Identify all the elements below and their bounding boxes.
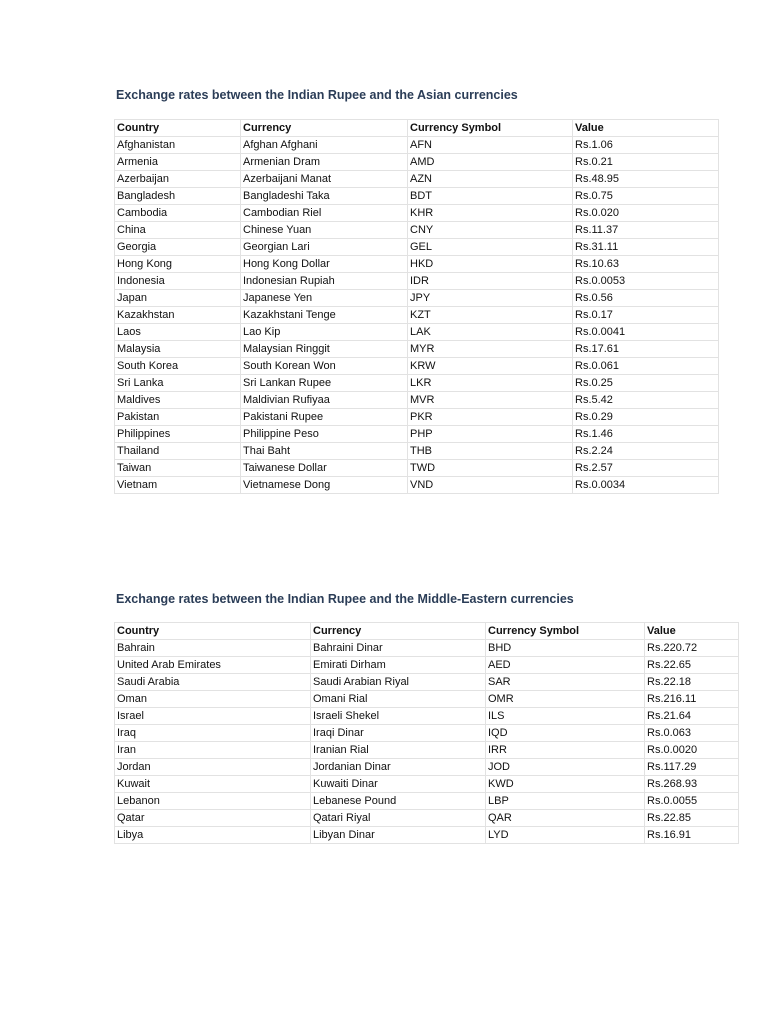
cell-value: Rs.0.29 — [573, 409, 719, 426]
cell-value: Rs.16.91 — [645, 827, 739, 844]
cell-value: Rs.0.0055 — [645, 793, 739, 810]
cell-country: Laos — [115, 324, 241, 341]
column-header-country: Country — [115, 623, 311, 640]
cell-currency-symbol: GEL — [408, 239, 573, 256]
cell-currency: Jordanian Dinar — [311, 759, 486, 776]
cell-value: Rs.0.21 — [573, 154, 719, 171]
cell-value: Rs.11.37 — [573, 222, 719, 239]
cell-currency: Bahraini Dinar — [311, 640, 486, 657]
middle-eastern-rates-table — [114, 622, 739, 844]
cell-currency: Saudi Arabian Riyal — [311, 674, 486, 691]
cell-currency-symbol: BHD — [486, 640, 645, 657]
table-row — [115, 341, 719, 358]
table-row — [115, 657, 739, 674]
cell-currency-symbol: LBP — [486, 793, 645, 810]
cell-country: Kuwait — [115, 776, 311, 793]
cell-value: Rs.17.61 — [573, 341, 719, 358]
cell-country: Maldives — [115, 392, 241, 409]
cell-country: Bangladesh — [115, 188, 241, 205]
cell-currency-symbol: THB — [408, 443, 573, 460]
cell-value: Rs.0.0020 — [645, 742, 739, 759]
cell-country: Saudi Arabia — [115, 674, 311, 691]
cell-value: Rs.5.42 — [573, 392, 719, 409]
cell-currency-symbol: AZN — [408, 171, 573, 188]
cell-country: Thailand — [115, 443, 241, 460]
table-row — [115, 154, 719, 171]
cell-currency-symbol: KZT — [408, 307, 573, 324]
asian-section-title: Exchange rates between the Indian Rupee and the Asian currencies — [116, 88, 518, 102]
table-row — [115, 256, 719, 273]
cell-country: Jordan — [115, 759, 311, 776]
cell-currency-symbol: AED — [486, 657, 645, 674]
cell-country: Lebanon — [115, 793, 311, 810]
cell-value: Rs.0.063 — [645, 725, 739, 742]
cell-currency: Indonesian Rupiah — [241, 273, 408, 290]
cell-currency: Omani Rial — [311, 691, 486, 708]
cell-currency: Sri Lankan Rupee — [241, 375, 408, 392]
cell-country: Malaysia — [115, 341, 241, 358]
cell-currency: Afghan Afghani — [241, 137, 408, 154]
table-row — [115, 640, 739, 657]
table-row — [115, 691, 739, 708]
cell-currency-symbol: VND — [408, 477, 573, 494]
cell-value: Rs.220.72 — [645, 640, 739, 657]
cell-currency: Malaysian Ringgit — [241, 341, 408, 358]
cell-currency: Cambodian Riel — [241, 205, 408, 222]
cell-value: Rs.0.17 — [573, 307, 719, 324]
cell-value: Rs.0.25 — [573, 375, 719, 392]
cell-currency-symbol: BDT — [408, 188, 573, 205]
cell-currency: Libyan Dinar — [311, 827, 486, 844]
column-header-country: Country — [115, 120, 241, 137]
table-row — [115, 674, 739, 691]
cell-country: Oman — [115, 691, 311, 708]
cell-currency: Bangladeshi Taka — [241, 188, 408, 205]
table-row — [115, 443, 719, 460]
cell-country: China — [115, 222, 241, 239]
cell-country: Israel — [115, 708, 311, 725]
column-header-currency: Currency — [241, 120, 408, 137]
cell-currency-symbol: AMD — [408, 154, 573, 171]
cell-currency-symbol: SAR — [486, 674, 645, 691]
cell-value: Rs.22.85 — [645, 810, 739, 827]
table-header-row — [115, 120, 719, 137]
cell-currency: Taiwanese Dollar — [241, 460, 408, 477]
cell-currency-symbol: ILS — [486, 708, 645, 725]
cell-currency: Chinese Yuan — [241, 222, 408, 239]
cell-currency-symbol: IDR — [408, 273, 573, 290]
cell-currency-symbol: LYD — [486, 827, 645, 844]
cell-currency-symbol: TWD — [408, 460, 573, 477]
cell-country: Bahrain — [115, 640, 311, 657]
table-row — [115, 171, 719, 188]
cell-currency-symbol: MVR — [408, 392, 573, 409]
cell-value: Rs.117.29 — [645, 759, 739, 776]
cell-country: Azerbaijan — [115, 171, 241, 188]
cell-currency: Israeli Shekel — [311, 708, 486, 725]
cell-country: Libya — [115, 827, 311, 844]
cell-value: Rs.1.46 — [573, 426, 719, 443]
table-row — [115, 708, 739, 725]
cell-country: United Arab Emirates — [115, 657, 311, 674]
cell-currency-symbol: IQD — [486, 725, 645, 742]
cell-currency-symbol: CNY — [408, 222, 573, 239]
table-row — [115, 426, 719, 443]
cell-currency-symbol: HKD — [408, 256, 573, 273]
column-header-value: Value — [645, 623, 739, 640]
table-row — [115, 290, 719, 307]
cell-currency-symbol: MYR — [408, 341, 573, 358]
table-row — [115, 725, 739, 742]
table-row — [115, 742, 739, 759]
table-row — [115, 793, 739, 810]
cell-value: Rs.48.95 — [573, 171, 719, 188]
cell-currency: Armenian Dram — [241, 154, 408, 171]
cell-currency-symbol: PHP — [408, 426, 573, 443]
cell-currency: Kazakhstani Tenge — [241, 307, 408, 324]
column-header-value: Value — [573, 120, 719, 137]
cell-country: Qatar — [115, 810, 311, 827]
table-row — [115, 358, 719, 375]
cell-country: Vietnam — [115, 477, 241, 494]
table-row — [115, 239, 719, 256]
table-row — [115, 409, 719, 426]
asian-rates-table — [114, 119, 719, 494]
cell-currency-symbol: JOD — [486, 759, 645, 776]
cell-country: Cambodia — [115, 205, 241, 222]
cell-currency-symbol: OMR — [486, 691, 645, 708]
cell-value: Rs.0.75 — [573, 188, 719, 205]
cell-currency: Hong Kong Dollar — [241, 256, 408, 273]
cell-country: Sri Lanka — [115, 375, 241, 392]
cell-country: Taiwan — [115, 460, 241, 477]
cell-currency-symbol: PKR — [408, 409, 573, 426]
cell-currency-symbol: AFN — [408, 137, 573, 154]
table-row — [115, 205, 719, 222]
cell-value: Rs.0.0053 — [573, 273, 719, 290]
cell-currency: Vietnamese Dong — [241, 477, 408, 494]
cell-currency-symbol: JPY — [408, 290, 573, 307]
cell-currency-symbol: QAR — [486, 810, 645, 827]
table-row — [115, 137, 719, 154]
cell-country: Iraq — [115, 725, 311, 742]
table-row — [115, 477, 719, 494]
table-row — [115, 222, 719, 239]
cell-currency: Thai Baht — [241, 443, 408, 460]
table-row — [115, 188, 719, 205]
cell-currency: Qatari Riyal — [311, 810, 486, 827]
cell-currency: Iranian Rial — [311, 742, 486, 759]
cell-currency: Maldivian Rufiyaa — [241, 392, 408, 409]
cell-value: Rs.31.11 — [573, 239, 719, 256]
table-row — [115, 810, 739, 827]
table-row — [115, 827, 739, 844]
cell-value: Rs.0.0041 — [573, 324, 719, 341]
cell-currency: Iraqi Dinar — [311, 725, 486, 742]
cell-value: Rs.216.11 — [645, 691, 739, 708]
cell-value: Rs.1.06 — [573, 137, 719, 154]
table-row — [115, 375, 719, 392]
cell-value: Rs.2.57 — [573, 460, 719, 477]
cell-currency-symbol: KHR — [408, 205, 573, 222]
cell-value: Rs.0.56 — [573, 290, 719, 307]
cell-country: Philippines — [115, 426, 241, 443]
cell-value: Rs.21.64 — [645, 708, 739, 725]
cell-country: South Korea — [115, 358, 241, 375]
cell-value: Rs.10.63 — [573, 256, 719, 273]
cell-currency: Lebanese Pound — [311, 793, 486, 810]
cell-currency: South Korean Won — [241, 358, 408, 375]
column-header-currency-symbol: Currency Symbol — [408, 120, 573, 137]
cell-currency-symbol: KWD — [486, 776, 645, 793]
table-row — [115, 324, 719, 341]
cell-currency: Japanese Yen — [241, 290, 408, 307]
cell-country: Hong Kong — [115, 256, 241, 273]
cell-value: Rs.0.020 — [573, 205, 719, 222]
cell-country: Armenia — [115, 154, 241, 171]
table-row — [115, 273, 719, 290]
cell-country: Pakistan — [115, 409, 241, 426]
cell-currency: Pakistani Rupee — [241, 409, 408, 426]
cell-country: Afghanistan — [115, 137, 241, 154]
cell-value: Rs.2.24 — [573, 443, 719, 460]
cell-country: Indonesia — [115, 273, 241, 290]
cell-country: Georgia — [115, 239, 241, 256]
cell-country: Kazakhstan — [115, 307, 241, 324]
cell-country: Iran — [115, 742, 311, 759]
cell-value: Rs.22.18 — [645, 674, 739, 691]
cell-country: Japan — [115, 290, 241, 307]
cell-currency-symbol: LAK — [408, 324, 573, 341]
cell-value: Rs.268.93 — [645, 776, 739, 793]
table-row — [115, 759, 739, 776]
table-row — [115, 460, 719, 477]
table-row — [115, 392, 719, 409]
cell-currency-symbol: KRW — [408, 358, 573, 375]
cell-currency-symbol: IRR — [486, 742, 645, 759]
column-header-currency-symbol: Currency Symbol — [486, 623, 645, 640]
cell-value: Rs.0.061 — [573, 358, 719, 375]
table-row — [115, 776, 739, 793]
cell-currency: Emirati Dirham — [311, 657, 486, 674]
cell-currency: Lao Kip — [241, 324, 408, 341]
cell-value: Rs.0.0034 — [573, 477, 719, 494]
cell-currency: Azerbaijani Manat — [241, 171, 408, 188]
table-row — [115, 307, 719, 324]
table-header-row — [115, 623, 739, 640]
cell-currency: Georgian Lari — [241, 239, 408, 256]
cell-currency-symbol: LKR — [408, 375, 573, 392]
column-header-currency: Currency — [311, 623, 486, 640]
cell-currency: Kuwaiti Dinar — [311, 776, 486, 793]
cell-currency: Philippine Peso — [241, 426, 408, 443]
middle-eastern-section-title: Exchange rates between the Indian Rupee and the Middle-Eastern currencies — [116, 592, 574, 606]
cell-value: Rs.22.65 — [645, 657, 739, 674]
